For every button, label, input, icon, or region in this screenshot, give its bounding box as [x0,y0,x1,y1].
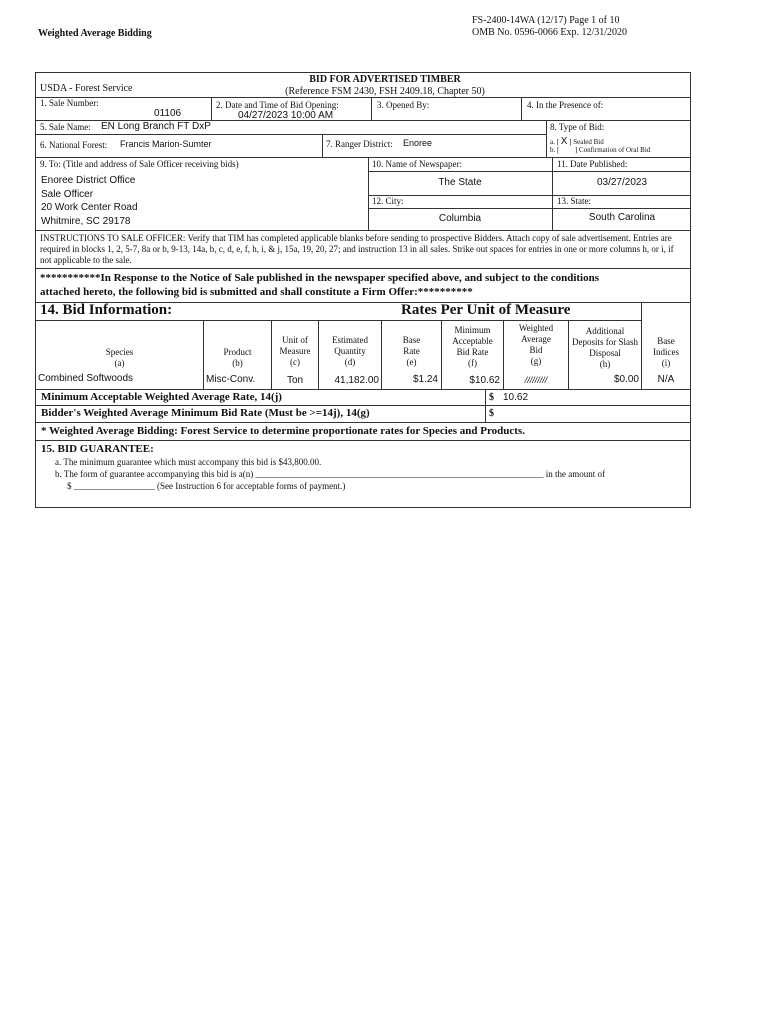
sale-number-label: 1. Sale Number: [40,98,99,108]
agency: USDA - Forest Service [40,83,133,94]
col-deposits: Additional Deposits for Slash Disposal (h) [572,326,638,369]
instructions: INSTRUCTIONS TO SALE OFFICER: Verify that TIM has completed applicable blanks before sending to prospective Bidders. Attach copy of sale advertisement. Entries are required in blocks 1, 2, 5-7, 8a or b, 9-13, 14a, b, c, d, e, f, h, i, & j, 15a, 19, 20, 27; and instruction 13 in all sales. Strike out spaces for entries in one or more columns h, or i, if not applicable to the sale. [40,233,674,265]
bid-opening-label: 2. Date and Time of Bid Opening: [216,100,339,110]
col-min-rate: Minimum Acceptable Bid Rate (f) [452,325,493,368]
sale-name-label: 5. Sale Name: [40,122,91,132]
newspaper-label: 10. Name of Newspaper: [372,159,462,169]
form-title: Weighted Average Bidding [38,28,152,39]
sale-name: EN Long Branch FT DxP [101,121,211,132]
bid-info-title: 14. Bid Information: [40,302,173,318]
to-label: 9. To: (Title and address of Sale Officer receiving bids) [40,159,239,169]
bid-guarantee-title: 15. BID GUARANTEE: [41,443,154,455]
forest: Francis Marion-Sumter [120,139,212,149]
rates-title: Rates Per Unit of Measure [401,302,571,318]
sealed-bid-option: a. [ X ] Sealed Bid [550,136,604,147]
cell-species: Combined Softwoods [38,373,134,384]
omb-number: OMB No. 0596-0066 Exp. 12/31/2020 [472,27,627,38]
guarantee-form: b. The form of guarantee accompanying this bid is a(n) ________________________________________________________________ in the amount of [55,469,606,479]
date-published-label: 11. Date Published: [557,159,628,169]
col-weighted-average: Weighted Average Bid (g) [518,323,554,366]
bidder-rate-field[interactable] [500,406,685,420]
newspaper: The State [438,177,482,188]
col-unit: Unit of Measure (c) [279,335,311,367]
oral-bid-option: b. [ ] Confirmation of Oral Bid [550,146,651,154]
col-species: Species (a) [105,347,134,368]
city: Columbia [438,213,482,224]
guarantee-minimum: a. The minimum guarantee which must accompany this bid is $43,800.00. [55,457,322,467]
bidder-rate-label: Bidder's Weighted Average Minimum Bid Rate (Must be >=14j), 14(g) [41,407,370,419]
forest-label: 6. National Forest: [40,140,108,150]
cell-deposits: $0.00 [613,374,639,385]
reference: (Reference FSM 2430, FSH 2409.18, Chapter 50) [285,86,485,97]
cell-min-rate: $10.62 [469,375,500,386]
bid-title: BID FOR ADVERTISED TIMBER [309,74,461,85]
col-quantity: Estimated Quantity (d) [332,335,368,367]
district-label: 7. Ranger District: [326,139,393,149]
address-line: 20 Work Center Road [41,202,138,213]
min-rate-label: Minimum Acceptable Weighted Average Rate, 14(j) [41,391,282,403]
cell-product: Misc-Conv. [206,374,256,385]
sealed-bid-mark: X [560,136,568,147]
cell-weighted-average: ///////// [524,375,548,385]
state-label: 13. State: [557,196,591,206]
state: South Carolina [588,212,656,223]
address-line: Whitmire, SC 29178 [41,215,131,227]
cell-unit: Ton [286,375,304,386]
city-label: 12. City: [372,196,404,206]
type-of-bid-label: 8. Type of Bid: [550,122,605,132]
min-rate-dollar: $ [489,392,494,403]
cell-base-rate: $1.24 [412,374,438,385]
min-rate-value: 10.62 [503,392,529,403]
cell-indices: N/A [657,374,675,385]
opened-by-label: 3. Opened By: [377,100,430,110]
presence-label: 4. In the Presence of: [527,100,604,110]
district: Enoree [403,138,433,148]
bid-opening: 04/27/2023 10:00 AM [238,110,334,121]
address-line: Sale Officer [41,188,94,200]
cell-quantity: 41,182.00 [334,375,379,386]
col-product: Product (b) [223,347,252,368]
col-indices: Base Indices (i) [653,336,679,368]
guarantee-amount: $ __________________ (See Instruction 6 for acceptable forms of payment.) [67,481,346,491]
weighted-average-note: * Weighted Average Bidding: Forest Service to determine proportionate rates for Species and Products. [41,425,525,437]
form-number: FS-2400-14WA (12/17) Page 1 of 10 [472,15,620,26]
col-base-rate: Base Rate (e) [402,335,421,367]
firm-offer-statement: ***********In Response to the Notice of Sale published in the newspaper specified above, and subject to the conditions attached hereto, the following bid is submitted and shall constitute a Firm Offer:********** [40,272,600,298]
date-published: 03/27/2023 [596,177,648,188]
address-line: Enoree District Office [41,175,136,186]
bidder-rate-dollar: $ [489,408,494,419]
sale-number: 01106 [154,108,182,119]
sale-officer-address [41,174,138,228]
